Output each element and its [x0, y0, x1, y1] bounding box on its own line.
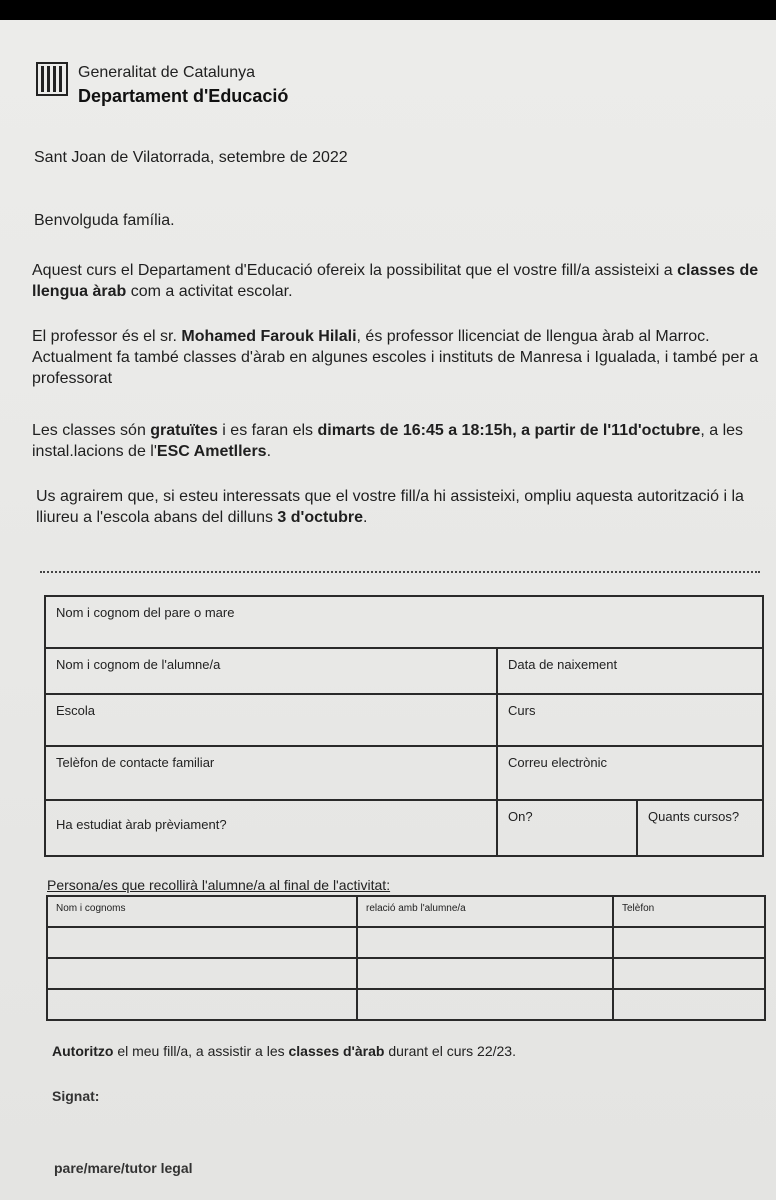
birth-date-field[interactable]: Data de naixement: [497, 648, 763, 694]
place-date: Sant Joan de Vilatorrada, setembre de 2022: [34, 149, 348, 166]
col-phone-header: Telèfon: [613, 896, 765, 927]
table-row: [47, 927, 765, 958]
parent-name-field[interactable]: Nom i cognom del pare o mare: [45, 596, 763, 648]
where-field[interactable]: On?: [497, 800, 637, 856]
pickup-table: [46, 895, 766, 1021]
phone-field[interactable]: Telèfon de contacte familiar: [45, 746, 497, 800]
col-relation-header: relació amb l'alumne/a: [357, 896, 613, 927]
col-name-header: Nom i cognoms: [47, 896, 357, 927]
generalitat-bars-icon: [36, 62, 68, 96]
org-name: Generalitat de Catalunya: [78, 64, 255, 81]
authorization-statement: Autoritzo el meu fill/a, a assistir a les classes d'àrab durant el curs 22/23.: [52, 1043, 516, 1059]
letter-page: [0, 20, 776, 1200]
student-form-table: [44, 595, 764, 857]
table-row: [47, 958, 765, 989]
table-row: [47, 989, 765, 1020]
paragraph-offer: Aquest curs el Departament d'Educació ofereix la possibilitat que el vostre fill/a assisteixi a classes de llengua àrab com a activitat escolar.: [32, 262, 759, 300]
studied-arabic-field[interactable]: Ha estudiat àrab prèviament?: [45, 800, 497, 856]
signature-label: Signat:: [52, 1088, 100, 1104]
pickup-title: Persona/es que recollirà l'alumne/a al final de l'activitat:: [47, 877, 391, 893]
student-name-field[interactable]: Nom i cognom de l'alumne/a: [45, 648, 497, 694]
paragraph-schedule: Les classes són gratuïtes i es faran els dimarts de 16:45 a 18:15h, a partir de l'11d'octubre, a les instal.lacions de l'ESC Ametllers.: [32, 422, 744, 460]
paragraph-teacher: El professor és el sr. Mohamed Farouk Hilali, és professor llicenciat de llengua àrab al Marroc. Actualment fa també classes d'àrab en algunes escoles i instituts de Manresa i Igualada, i també per a professorat: [32, 328, 759, 387]
school-field[interactable]: Escola: [45, 694, 497, 746]
department-name: Departament d'Educació: [78, 86, 289, 106]
greeting: Benvolguda família.: [34, 212, 175, 229]
cut-line: [40, 571, 760, 573]
email-field[interactable]: Correu electrònic: [497, 746, 763, 800]
paragraph-deadline: Us agrairem que, si esteu interessats que el vostre fill/a hi assisteixi, ompliu aquesta autorització i la lliureu a l'escola abans del dilluns 3 d'octubre.: [36, 488, 744, 526]
course-field[interactable]: Curs: [497, 694, 763, 746]
how-many-courses-field[interactable]: Quants cursos?: [637, 800, 763, 856]
guardian-label: pare/mare/tutor legal: [54, 1160, 193, 1176]
